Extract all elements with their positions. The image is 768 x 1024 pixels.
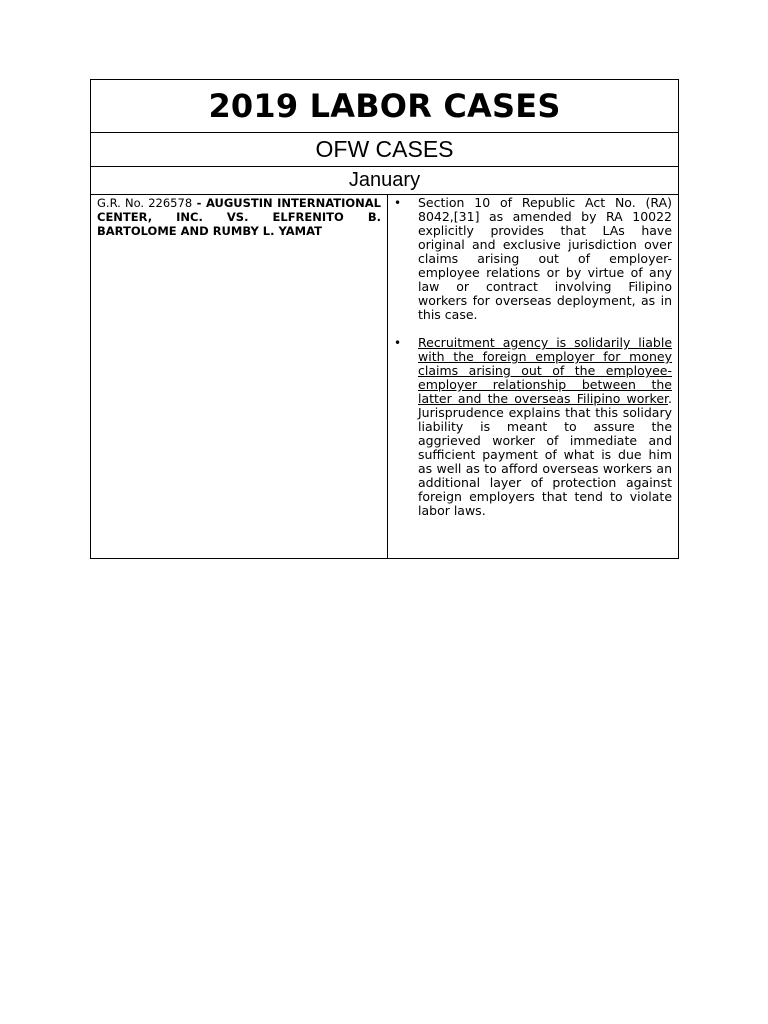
case-notes-cell <box>388 195 679 559</box>
case-parties: - AUGUSTIN INTERNATIONAL CENTER, INC. VS. ELFRENITO B. BARTOLOME AND RUMBY L. YAMAT <box>97 196 381 238</box>
case-gr-number: G.R. No. 226578 <box>97 196 193 210</box>
labor-cases-table <box>90 79 679 559</box>
section-title: OFW CASES <box>315 136 454 162</box>
case-notes-list <box>394 196 672 518</box>
document-title: 2019 LABOR CASES <box>208 87 561 125</box>
list-item <box>394 336 672 518</box>
list-item <box>394 196 672 322</box>
month-row <box>91 167 679 195</box>
bullet-icon: • <box>394 196 402 210</box>
month-cell <box>91 167 679 195</box>
note-underlined-text: Recruitment agency is solidarily liable with the foreign employer for money claims arising out of the employee-employer relationship between the latter and the overseas Filipino worker <box>418 335 673 406</box>
note-text: Section 10 of Republic Act No. (RA) 8042,[31] as amended by RA 10022 explicitly provides that LAs have original and exclusive jurisdiction over claims arising out of employer-employee relations or by virtue of any law or contract involving Filipino workers for overseas deployment, as in this case. <box>418 195 673 322</box>
case-title-cell <box>91 195 388 559</box>
section-cell <box>91 133 679 167</box>
case-row <box>91 195 679 559</box>
bullet-icon: • <box>394 336 402 350</box>
month-heading: January <box>348 169 421 191</box>
section-row <box>91 133 679 167</box>
title-cell <box>91 80 679 133</box>
note-text: . Jurisprudence explains that this solidary liability is meant to assure the aggrieved worker of immediate and sufficient payment of what is due him as well as to afford overseas workers an additional layer of protection against foreign employers that tend to violate labor laws. <box>418 391 673 518</box>
title-row <box>91 80 679 133</box>
